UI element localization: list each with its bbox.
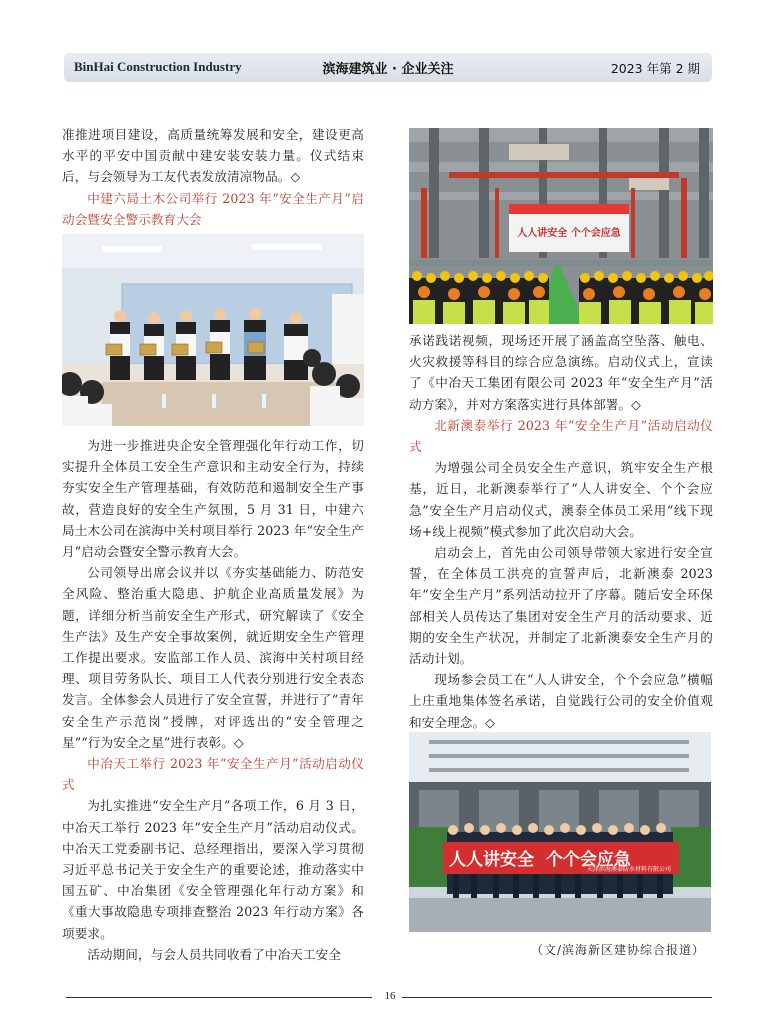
left-column-body — [62, 435, 364, 965]
paragraph: 准推进项目建设，高质量统筹发展和安全，建设更高水平的平安中国贡献中建安装安装力量。仪式结束后，与会领导为工友代表发放清凉物品。◇ — [62, 127, 364, 185]
left-column-top — [62, 124, 364, 230]
page-number: 16 — [384, 990, 396, 1002]
article-heading: 中建六局土木公司举行 2023 年“安全生产月”启动会暨安全警示教育大会 — [62, 190, 364, 227]
article-heading: 北新澳泰举行 2023 年“安全生产月”活动启动仪式 — [409, 417, 713, 455]
paragraph: 为扎实推进“安全生产月”各项工作，6 月 3 日，中冶天工举行 2023 年“安全生产月”活动启动仪式。中冶天工党委副书记、总经理指出，要深入学习贯彻习近平总书记关于安全生产的重要论述，推动落实中国五矿、中冶集团《安全管理强化年行动方案》和《重大事故隐患专项排查整治 2023 年行动方案》各项要求。 — [62, 798, 364, 941]
group-banner-photo — [409, 732, 711, 932]
header-issue: 2023 年第 2 期 — [610, 61, 700, 76]
article-credit: （文/滨海新区建协综合报道） — [530, 943, 705, 957]
article-heading: 中冶天工举行 2023 年“安全生产月”活动启动仪式 — [62, 756, 364, 793]
group-banner-company: 天津滨海澳泰防水材料有限公司 — [586, 866, 671, 873]
credit-block — [409, 936, 713, 961]
group-banner-slogan: 人人讲安全 个个会应急 — [449, 850, 631, 870]
paragraph: 启动会上，首先由公司领导带领大家进行安全宣誓，在全体员工洪亮的宣誓声后，北新澳泰 2023 年“安全生产月”系列活动拉开了序幕。随后安全环保部相关人员传达了集团对安全生产月的活动要求、近期的安全生产状况，并制定了北新澳泰安全生产月的活动计划。 — [409, 545, 713, 667]
right-column-body — [409, 330, 713, 733]
paragraph: 为进一步推进央企安全管理强化年行动工作，切实提升全体员工安全生产意识和主动安全行为，持续夯实安全生产管理基础，有效防范和遏制安全生产事故，营造良好的安全生产氛围，5 月 31 日，中建六局土木公司在滨海中关村项目举行 2023 年“安全生产月”启动会暨安全警示教育大会。 — [62, 438, 364, 560]
paragraph: 为增强公司全员安全生产意识，筑牢安全生产根基，近日，北新澳泰举行了“人人讲安全、个个会应急”安全生产月启动仪式，澳泰全体员工采用“线下现场+线上视频”模式参加了此次启动大会。 — [409, 460, 713, 539]
page-header — [64, 53, 712, 82]
paragraph: 公司领导出席会议并以《夯实基础能力、防范安全风险、整治重大隐患、护航企业高质量发展》为题，详细分析当前安全生产形式，研究解读了《安全生产法》及生产安全事故案例，就近期安全生产管理工作提出要求。安监部工作人员、滨海中关村项目经理、项目劳务队长、项目工人代表分别进行安全表态发言。全体参会人员进行了安全宣誓，并进行了“青年安全生产示范岗”授牌，对评选出的“安全管理之星”“行为安全之星”进行表彰。◇ — [62, 565, 364, 750]
header-section-title: 滨海建筑业 · 企业关注 — [322, 62, 454, 77]
award-ceremony-photo — [62, 234, 364, 426]
construction-ceremony-photo — [409, 128, 713, 324]
header-publication-name: BinHai Construction Industry — [74, 59, 242, 74]
paragraph: 承诺践诺视频，现场还开展了涵盖高空坠落、触电、火灾救援等科目的综合应急演练。启动仪式上，宣读了《中冶天工集团有限公司 2023 年“安全生产月”活动方案》，并对方案落实进行具体部署。◇ — [409, 333, 713, 412]
paragraph: 现场参会员工在“人人讲安全，个个会应急”横幅上庄重地集体签名承诺，自觉践行公司的安全价值观和安全理念。◇ — [409, 672, 713, 730]
construction-banner-slogan: 人人讲安全 个个会应急 — [517, 228, 621, 239]
paragraph: 活动期间，与会人员共同收看了中冶天工安全 — [87, 946, 342, 962]
